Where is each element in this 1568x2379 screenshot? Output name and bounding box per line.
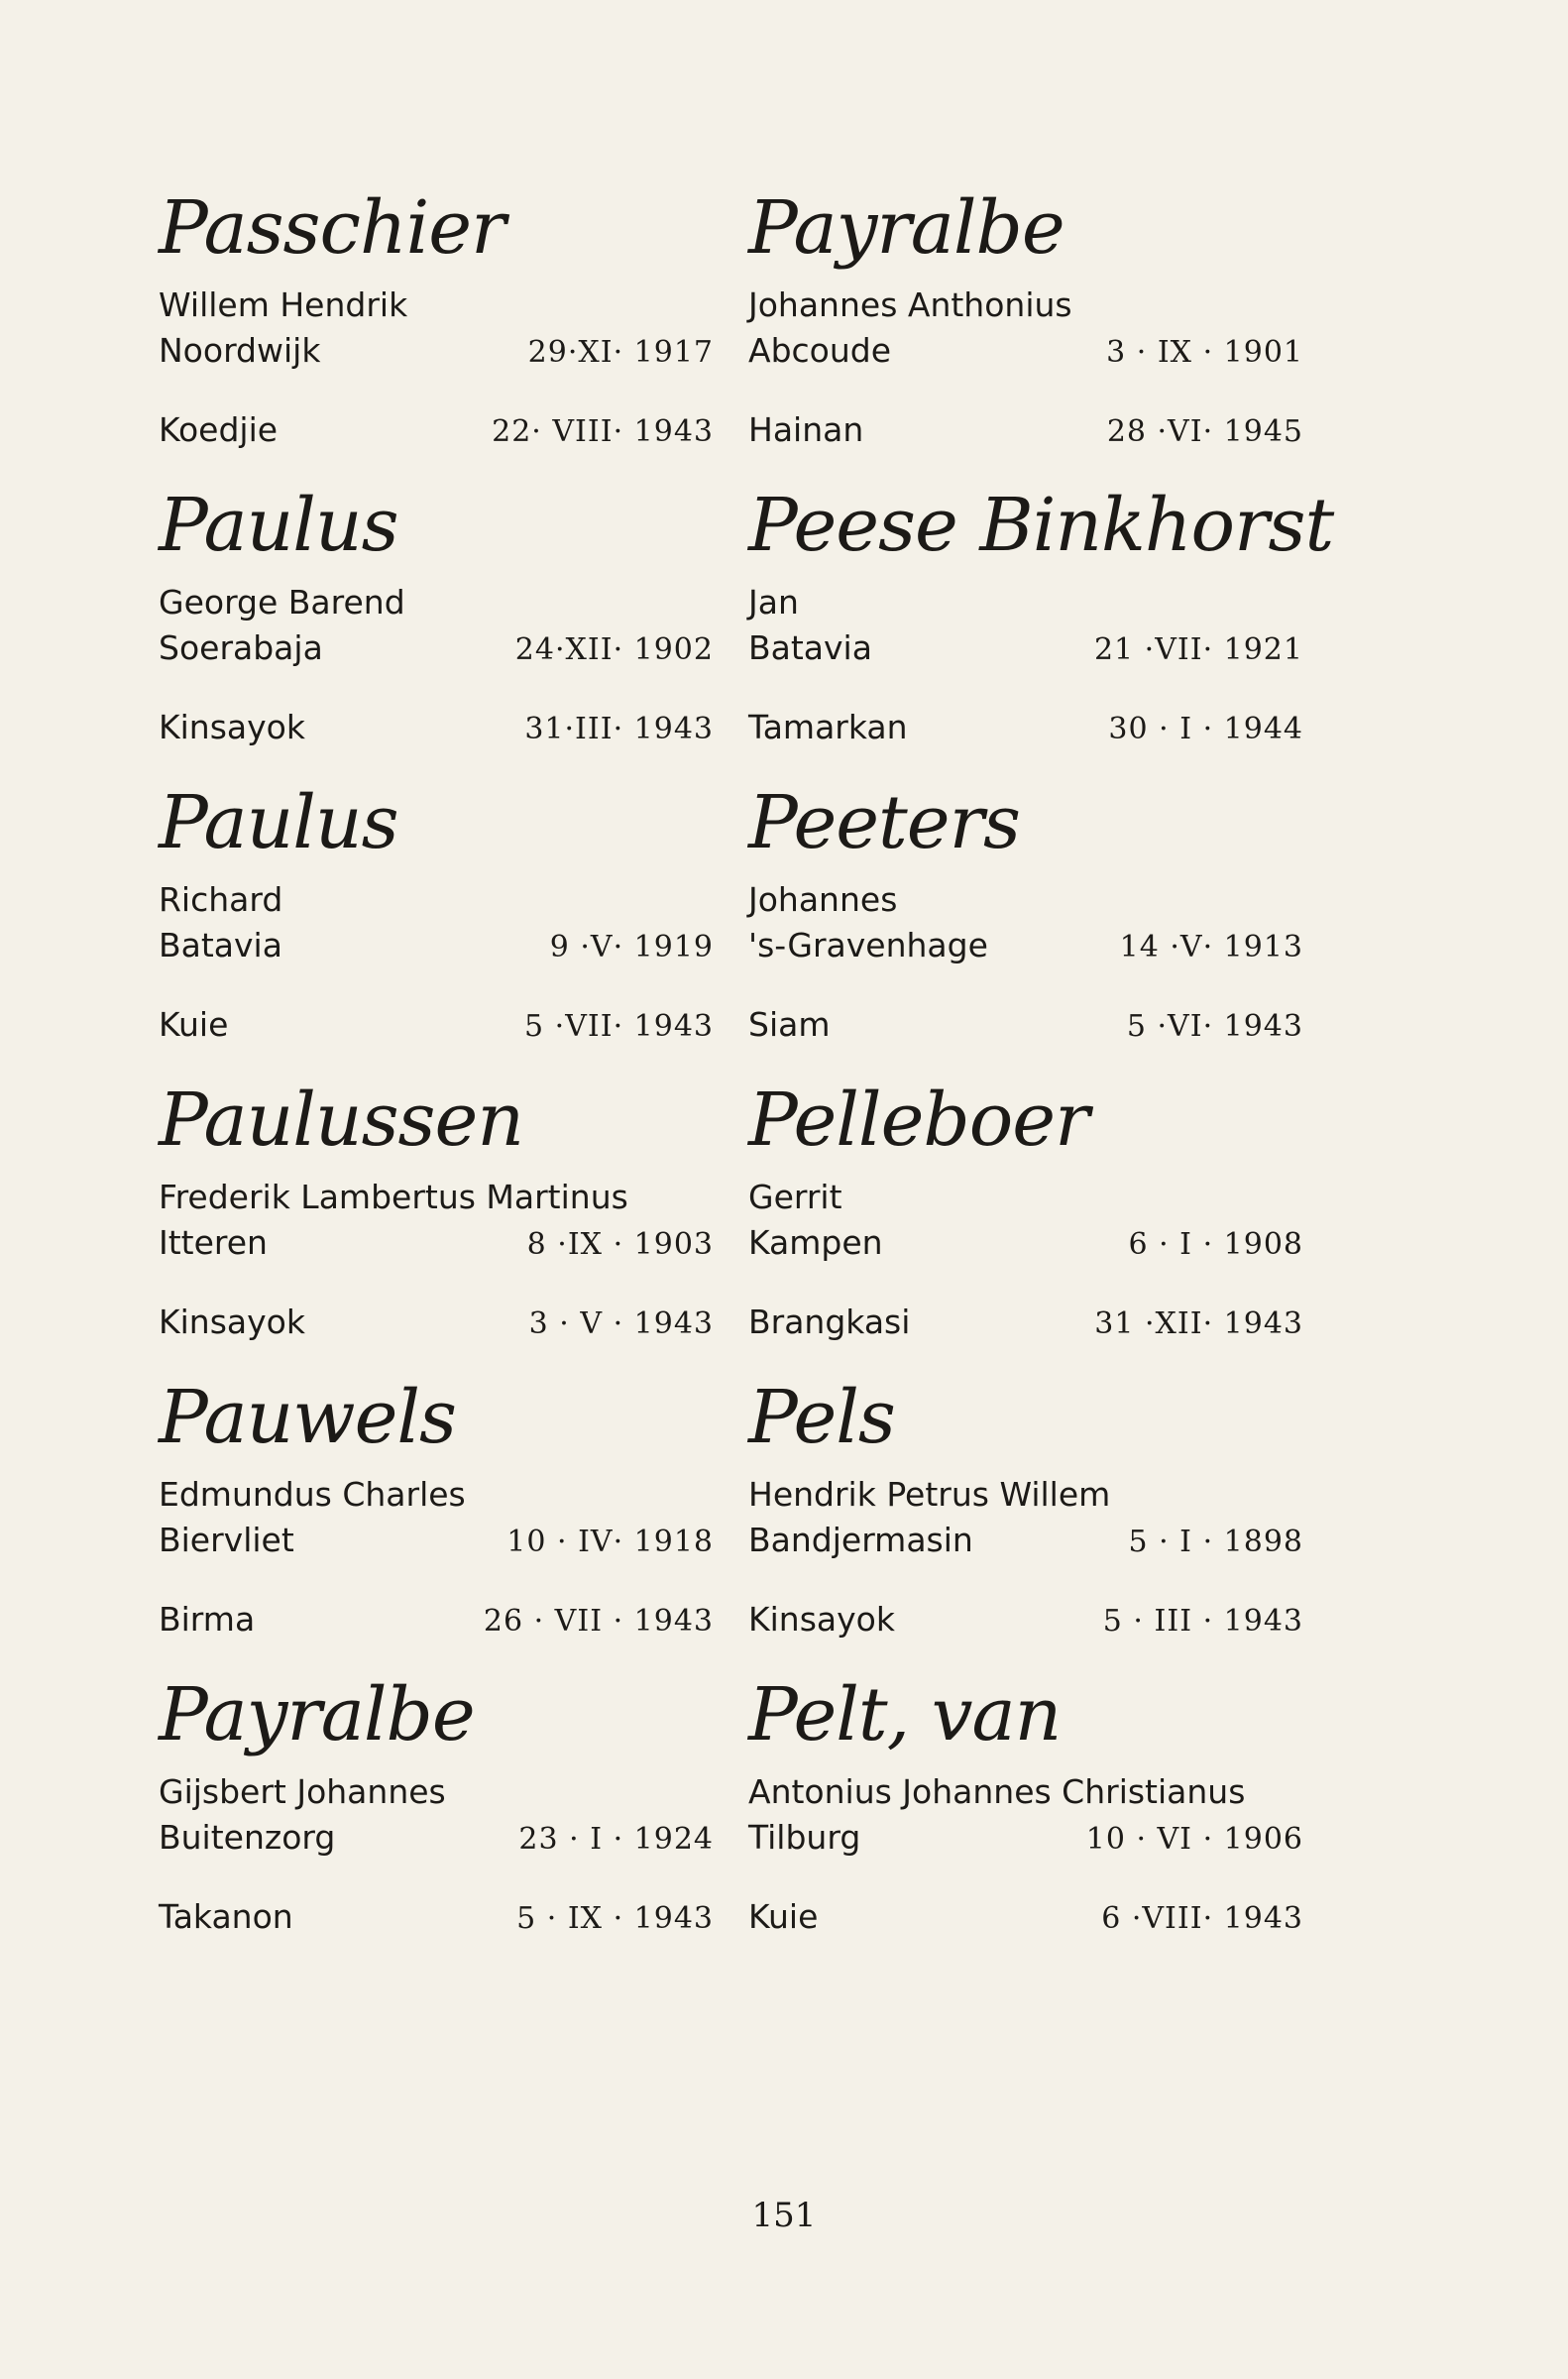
death-row [159,1300,714,1347]
birth-row [159,923,714,970]
death-row [159,407,714,455]
surname: Passchier [159,185,505,271]
given-names: Willem Hendrik [159,285,408,324]
birth-place: Tilburg [748,1818,861,1857]
death-date: 6 ·VIII· 1943 [1101,1901,1303,1936]
surname: Payralbe [748,185,1064,271]
surname: Paulus [159,483,398,568]
birth-row [159,1815,714,1863]
death-date: 5 · III · 1943 [1102,1604,1303,1639]
entry [748,778,1303,1076]
birth-row [748,1815,1303,1863]
death-date: 31·III· 1943 [524,712,714,746]
birth-place: Noordwijk [159,331,321,370]
surname: Pauwels [159,1375,457,1460]
death-date: 26 · VII · 1943 [483,1604,714,1639]
death-place: Kinsayok [159,1303,305,1341]
death-date: 30 · I · 1944 [1108,712,1303,746]
entry [748,1373,1303,1670]
birth-row [159,625,714,673]
death-place: Hainan [748,410,864,449]
birth-place: Itteren [159,1223,268,1262]
death-date: 31 ·XII· 1943 [1094,1306,1303,1341]
entry [159,183,714,481]
given-names: Frederik Lambertus Martinus [159,1178,628,1216]
death-place: Birma [159,1600,256,1639]
given-names: Jan [748,583,799,622]
surname: Peeters [748,780,1020,865]
birth-row [159,1220,714,1268]
death-date: 5 · IX · 1943 [516,1901,714,1936]
death-row [748,1300,1303,1347]
birth-date: 9 ·V· 1919 [549,930,714,964]
birth-place: Buitenzorg [159,1818,336,1857]
death-date: 28 ·VI· 1945 [1106,414,1303,449]
death-place: Kinsayok [748,1600,895,1639]
entry [159,1373,714,1670]
death-date: 5 ·VI· 1943 [1126,1009,1303,1044]
birth-row [748,1220,1303,1268]
death-date: 22· VIII· 1943 [492,414,714,449]
birth-date: 10 · IV· 1918 [506,1525,714,1559]
birth-date: 8 ·IX · 1903 [526,1227,714,1262]
death-place: Takanon [159,1897,293,1936]
death-date: 5 ·VII· 1943 [524,1009,714,1044]
page-number: 151 [751,2196,817,2235]
death-place: Kuie [159,1005,229,1044]
surname: Paulus [159,780,398,865]
given-names: George Barend [159,583,405,622]
birth-place: Batavia [748,628,872,667]
death-row [748,407,1303,455]
death-place: Kuie [748,1897,819,1936]
birth-date: 24·XII· 1902 [514,632,714,667]
death-row [748,705,1303,752]
birth-row [748,923,1303,970]
surname: Peese Binkhorst [748,483,1334,568]
birth-date: 14 ·V· 1913 [1119,930,1303,964]
surname: Paulussen [159,1077,523,1163]
death-row [159,1597,714,1644]
surname: Pelt, van [748,1672,1062,1757]
entry [748,1076,1303,1373]
entry [159,1670,714,1968]
death-row [748,1894,1303,1942]
death-place: Brangkasi [748,1303,911,1341]
surname: Pelleboer [748,1077,1089,1163]
death-row [748,1597,1303,1644]
birth-place: Soerabaja [159,628,323,667]
given-names: Johannes Anthonius [748,285,1072,324]
entry [159,778,714,1076]
death-place: Tamarkan [748,708,908,746]
birth-place: Abcoude [748,331,892,370]
death-row [159,705,714,752]
birth-row [159,328,714,376]
given-names: Antonius Johannes Christianus [748,1772,1246,1811]
death-place: Kinsayok [159,708,305,746]
birth-place: Kampen [748,1223,883,1262]
left-column [159,183,714,1968]
given-names: Gerrit [748,1178,842,1216]
birth-date: 29·XI· 1917 [527,335,714,370]
death-date: 3 · V · 1943 [528,1306,714,1341]
birth-place: 's-Gravenhage [748,926,988,964]
birth-date: 3 · IX · 1901 [1106,335,1303,370]
birth-place: Batavia [159,926,282,964]
entry [159,481,714,778]
death-row [748,1002,1303,1050]
entry [748,1670,1303,1968]
entry [159,1076,714,1373]
entry [748,481,1334,778]
birth-date: 10 · VI · 1906 [1085,1822,1303,1857]
surname: Pels [748,1375,895,1460]
birth-date: 21 ·VII· 1921 [1093,632,1303,667]
birth-date: 5 · I · 1898 [1128,1525,1303,1559]
birth-row [748,328,1303,376]
birth-row [748,1518,1303,1565]
surname: Payralbe [159,1672,475,1757]
given-names: Hendrik Petrus Willem [748,1475,1111,1514]
given-names: Richard [159,880,283,919]
birth-date: 23 · I · 1924 [518,1822,714,1857]
birth-date: 6 · I · 1908 [1128,1227,1303,1262]
birth-place: Biervliet [159,1521,294,1559]
birth-row [159,1518,714,1565]
death-row [159,1894,714,1942]
birth-place: Bandjermasin [748,1521,973,1559]
death-place: Siam [748,1005,831,1044]
death-row [159,1002,714,1050]
right-column [748,183,1334,1968]
entry [748,183,1303,481]
death-place: Koedjie [159,410,279,449]
birth-row [748,625,1303,673]
given-names: Edmundus Charles [159,1475,466,1514]
given-names: Gijsbert Johannes [159,1772,446,1811]
given-names: Johannes [748,880,898,919]
